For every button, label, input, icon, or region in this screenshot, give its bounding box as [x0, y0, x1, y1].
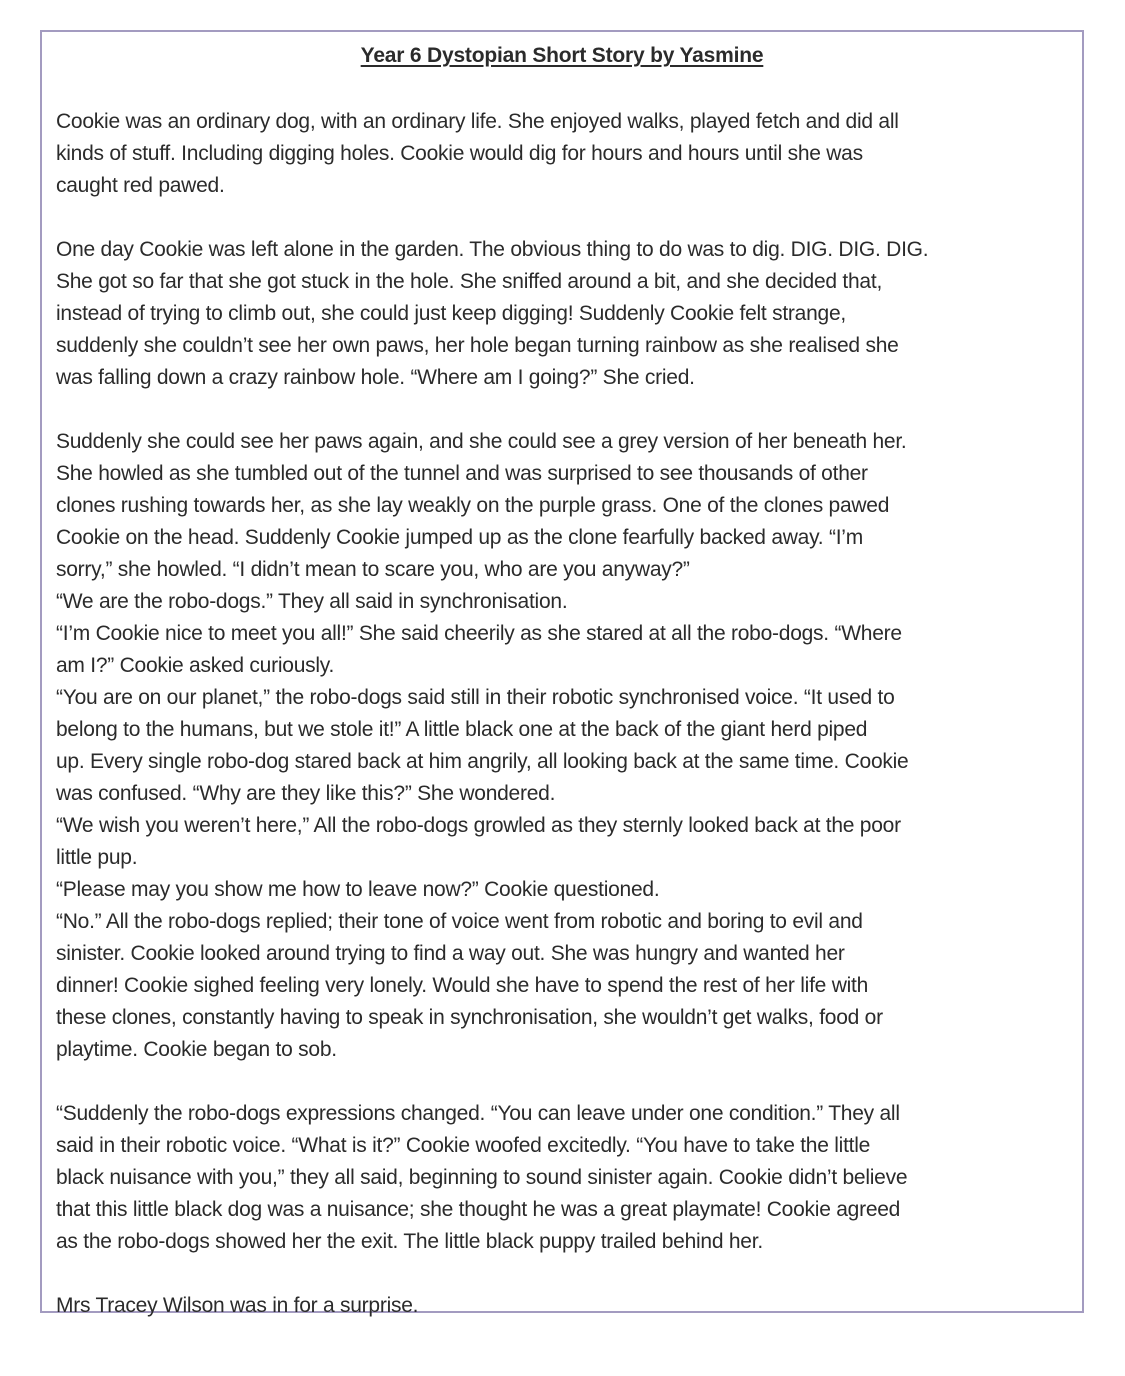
story-line: Suddenly she could see her paws again, and she could see a grey version of her beneath her. — [56, 430, 907, 453]
story-line: “No.” All the robo-dogs replied; their tone of voice went from robotic and boring to evil and — [56, 910, 863, 933]
story-line: “Suddenly the robo-dogs expressions changed. “You can leave under one condition.” They all — [56, 1102, 900, 1125]
story-line: “I’m Cookie nice to meet you all!” She said cheerily as she stared at all the robo-dogs. “Where — [56, 622, 902, 645]
story-paragraph — [56, 1290, 1070, 1322]
story-paragraph — [56, 1098, 1070, 1258]
story-line: sorry,” she howled. “I didn’t mean to scare you, who are you anyway?” — [56, 558, 690, 581]
story-paragraph — [56, 426, 1070, 1066]
story-line: She howled as she tumbled out of the tunnel and was surprised to see thousands of other — [56, 462, 868, 485]
story-title: Year 6 Dystopian Short Story by Yasmine — [360, 44, 764, 67]
story-line: these clones, constantly having to speak in synchronisation, she wouldn’t get walks, food or — [56, 1006, 883, 1029]
story-line: was confused. “Why are they like this?” She wondered. — [56, 782, 556, 805]
story-line: One day Cookie was left alone in the garden. The obvious thing to do was to dig. DIG. DIG. DIG. — [56, 238, 929, 261]
story-paragraph — [56, 234, 1070, 394]
story-line: Cookie was an ordinary dog, with an ordinary life. She enjoyed walks, played fetch and did all — [56, 110, 899, 133]
story-line: little pup. — [56, 846, 138, 869]
story-line: She got so far that she got stuck in the hole. She sniffed around a bit, and she decided that, — [56, 270, 883, 293]
story-line: kinds of stuff. Including digging holes. Cookie would dig for hours and hours until she was — [56, 142, 863, 165]
story-line: “Please may you show me how to leave now?” Cookie questioned. — [56, 878, 660, 901]
story-line: said in their robotic voice. “What is it?” Cookie woofed excitedly. “You have to take the little — [56, 1134, 871, 1157]
story-line: “We are the robo-dogs.” They all said in synchronisation. — [56, 590, 568, 613]
story-line: instead of trying to climb out, she could just keep digging! Suddenly Cookie felt strange, — [56, 302, 846, 325]
story-line: black nuisance with you,” they all said, beginning to sound sinister again. Cookie didn’t believe — [56, 1166, 908, 1189]
story-line: was falling down a crazy rainbow hole. “Where am I going?” She cried. — [56, 366, 695, 389]
story-line: suddenly she couldn’t see her own paws, her hole began turning rainbow as she realised she — [56, 334, 899, 357]
story-line: up. Every single robo-dog stared back at him angrily, all looking back at the same time. Cookie — [56, 750, 909, 773]
story-line: as the robo-dogs showed her the exit. The little black puppy trailed behind her. — [56, 1230, 763, 1253]
document-page — [40, 30, 1084, 1317]
story-line: Mrs Tracey Wilson was in for a surprise. — [56, 1294, 419, 1317]
story-paragraph — [56, 106, 1070, 202]
story-line: dinner! Cookie sighed feeling very lonely. Would she have to spend the rest of her life with — [56, 974, 869, 997]
story-line: “You are on our planet,” the robo-dogs said still in their robotic synchronised voice. “It used to — [56, 686, 895, 709]
story-line: clones rushing towards her, as she lay weakly on the purple grass. One of the clones pawed — [56, 494, 890, 517]
story-line: am I?” Cookie asked curiously. — [56, 654, 335, 677]
story-line: belong to the humans, but we stole it!” A little black one at the back of the giant herd piped — [56, 718, 868, 741]
story-body — [56, 106, 1070, 1322]
story-line: “We wish you weren’t here,” All the robo-dogs growled as they sternly looked back at the poor — [56, 814, 901, 837]
story-line: sinister. Cookie looked around trying to find a way out. She was hungry and wanted her — [56, 942, 845, 965]
story-line: that this little black dog was a nuisance; she thought he was a great playmate! Cookie agreed — [56, 1198, 901, 1221]
story-line: playtime. Cookie began to sob. — [56, 1038, 337, 1061]
story-line: caught red pawed. — [56, 174, 225, 197]
story-line: Cookie on the head. Suddenly Cookie jumped up as the clone fearfully backed away. “I’m — [56, 526, 863, 549]
